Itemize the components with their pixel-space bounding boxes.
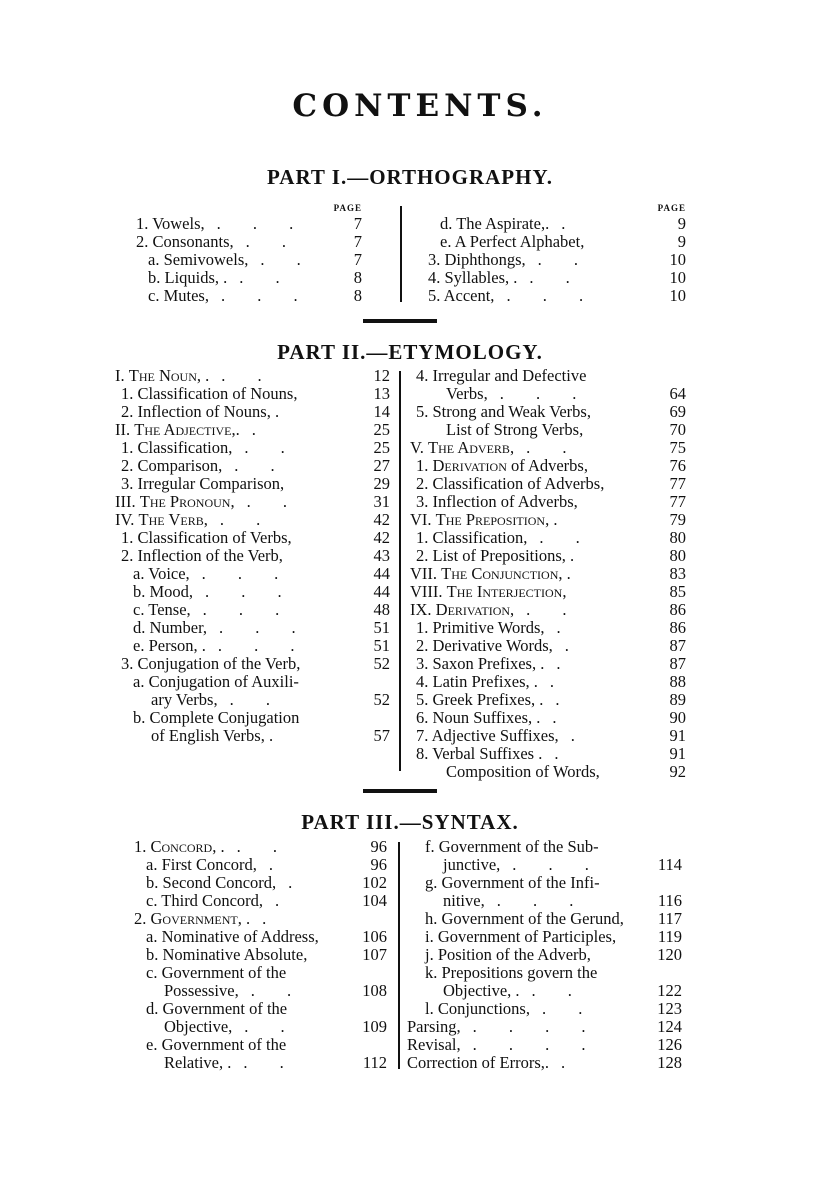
toc-entry bbox=[115, 655, 390, 673]
dot-leader: . . . bbox=[217, 636, 309, 655]
dot-leader: . . . bbox=[219, 618, 310, 637]
toc-entry bbox=[410, 745, 686, 763]
part-heading: PART III.—SYNTAX. bbox=[301, 810, 519, 834]
section-rule bbox=[363, 319, 437, 323]
toc-entry-title: ary Verbs, bbox=[151, 690, 218, 709]
toc-page-number: 44 bbox=[373, 582, 390, 601]
toc-column-left bbox=[128, 838, 387, 1072]
toc-entry bbox=[130, 233, 362, 251]
toc-entry bbox=[128, 946, 387, 964]
toc-page-number: 51 bbox=[373, 636, 390, 655]
toc-entry-title: c. Tense, bbox=[133, 600, 191, 619]
toc-column-left bbox=[130, 201, 362, 305]
toc-entry bbox=[407, 982, 682, 1000]
toc-page-number: 31 bbox=[373, 492, 390, 511]
toc-entry bbox=[115, 367, 390, 385]
toc-page-number: 87 bbox=[669, 654, 686, 673]
dot-leader: . . . bbox=[496, 891, 588, 910]
toc-entry-title: 1. Classification, bbox=[416, 528, 528, 547]
toc-entry bbox=[410, 619, 686, 637]
toc-entry bbox=[128, 1054, 387, 1072]
toc-entry-title: a. Semivowels, bbox=[148, 250, 249, 269]
toc-entry-title: c. Mutes, bbox=[148, 286, 209, 305]
dot-leader: . bbox=[288, 873, 307, 892]
toc-page-number: 117 bbox=[657, 909, 682, 928]
toc-entry-title: 1. Classification of Verbs, bbox=[121, 528, 292, 547]
toc-page-number: 120 bbox=[657, 945, 682, 964]
page-title: CONTENTS. bbox=[292, 88, 548, 124]
dot-leader: . . bbox=[243, 1053, 298, 1072]
column-divider bbox=[399, 371, 401, 771]
toc-entry bbox=[410, 691, 686, 709]
toc-page-number: 44 bbox=[373, 564, 390, 583]
toc-entry bbox=[410, 655, 686, 673]
toc-entry bbox=[130, 287, 362, 305]
toc-entry bbox=[115, 565, 390, 583]
toc-entry-title: c. Third Concord, bbox=[146, 891, 264, 910]
toc-entry bbox=[410, 529, 686, 547]
dot-leader: . . bbox=[541, 999, 597, 1018]
toc-page-number: 64 bbox=[669, 384, 686, 403]
dot-leader: . bbox=[556, 654, 575, 673]
dot-leader: . bbox=[554, 744, 573, 763]
toc-entry-title: f. Government of the Sub- bbox=[425, 837, 599, 856]
toc-entry-title: 8. Verbal Suffixes . bbox=[416, 744, 543, 763]
dot-leader: . bbox=[561, 214, 580, 233]
dot-leader: . . bbox=[529, 268, 584, 287]
toc-entry bbox=[115, 547, 390, 565]
dot-leader: . . . bbox=[201, 564, 293, 583]
toc-entry bbox=[115, 727, 390, 745]
toc-page-number: 70 bbox=[669, 420, 686, 439]
toc-entry bbox=[115, 385, 390, 403]
dot-leader: . . bbox=[531, 981, 586, 1000]
toc-entry-title: 2. Inflection of Nouns, . bbox=[121, 402, 280, 421]
toc-entry bbox=[115, 421, 390, 439]
dot-leader: . . . bbox=[220, 286, 312, 305]
toc-entry bbox=[128, 874, 387, 892]
toc-entry-title: Revisal, bbox=[407, 1035, 461, 1054]
toc-entry bbox=[407, 1054, 682, 1072]
toc-entry bbox=[410, 421, 686, 439]
dot-leader: . . . bbox=[506, 286, 598, 305]
toc-column-right bbox=[410, 367, 686, 781]
dot-leader: . . . bbox=[202, 600, 294, 619]
toc-entry bbox=[407, 874, 682, 892]
toc-page-number: 27 bbox=[373, 456, 390, 475]
toc-entry-title: 1. Classification of Nouns, bbox=[121, 384, 298, 403]
toc-entry bbox=[407, 910, 682, 928]
toc-entry bbox=[128, 910, 387, 928]
toc-page-number: 42 bbox=[373, 528, 390, 547]
dot-leader: . . bbox=[234, 456, 289, 475]
dot-leader: . . bbox=[244, 1017, 299, 1036]
dot-leader: . . bbox=[526, 438, 581, 457]
toc-entry-title: i. Government of Participles, bbox=[425, 927, 617, 946]
toc-entry bbox=[115, 637, 390, 655]
toc-entry-title: Objective, . bbox=[443, 981, 520, 1000]
toc-entry-title: Parsing, bbox=[407, 1017, 461, 1036]
toc-entry bbox=[410, 385, 686, 403]
toc-entry bbox=[128, 964, 387, 982]
toc-entry bbox=[115, 511, 390, 529]
toc-page-number: 48 bbox=[373, 600, 390, 619]
toc-page-number: 91 bbox=[669, 726, 686, 745]
toc-entry bbox=[422, 233, 686, 251]
dot-leader: . . bbox=[260, 250, 315, 269]
toc-entry bbox=[130, 215, 362, 233]
toc-entry-title: b. Complete Conjugation bbox=[133, 708, 300, 727]
toc-entry-title: VI. The Preposition, . bbox=[410, 510, 558, 529]
toc-page-number: 10 bbox=[669, 286, 686, 305]
toc-page-number: 108 bbox=[362, 981, 387, 1000]
toc-page-number: 75 bbox=[669, 438, 686, 457]
toc-entry-title: VIII. The Interjection, bbox=[410, 582, 567, 601]
dot-leader: . bbox=[555, 690, 574, 709]
toc-page-number: 79 bbox=[669, 510, 686, 529]
toc-page-number: 14 bbox=[373, 402, 390, 421]
toc-page-number: 77 bbox=[669, 492, 686, 511]
dot-leader: . bbox=[561, 1053, 580, 1072]
toc-page-number: 10 bbox=[669, 250, 686, 269]
dot-leader: . . . . bbox=[472, 1017, 600, 1036]
toc-entry bbox=[128, 838, 387, 856]
toc-entry bbox=[115, 439, 390, 457]
toc-entry bbox=[115, 673, 390, 691]
toc-entry-title: Composition of Words, bbox=[446, 762, 600, 781]
toc-entry-title: a. First Concord, bbox=[146, 855, 257, 874]
toc-entry-title: d. The Aspirate,. bbox=[440, 214, 550, 233]
toc-entry-title: 1. Concord, . bbox=[134, 837, 225, 856]
toc-page-number: 87 bbox=[669, 636, 686, 655]
toc-entry bbox=[115, 583, 390, 601]
part-heading: PART I.—ORTHOGRAPHY. bbox=[267, 165, 553, 189]
toc-page-number: 7 bbox=[353, 232, 362, 251]
toc-page-number: 91 bbox=[669, 744, 686, 763]
toc-entry bbox=[410, 565, 686, 583]
toc-page-number: 8 bbox=[353, 268, 362, 287]
toc-entry bbox=[128, 982, 387, 1000]
toc-page-number: 92 bbox=[669, 762, 686, 781]
toc-entry bbox=[410, 367, 686, 385]
toc-entry bbox=[410, 709, 686, 727]
toc-page-number: 69 bbox=[669, 402, 686, 421]
toc-entry-title: e. A Perfect Alphabet, bbox=[440, 232, 585, 251]
toc-entry bbox=[410, 403, 686, 421]
toc-entry bbox=[115, 457, 390, 475]
toc-entry bbox=[115, 709, 390, 727]
dot-leader: . . bbox=[537, 250, 593, 269]
dot-leader: . . bbox=[239, 268, 294, 287]
toc-entry bbox=[410, 457, 686, 475]
toc-entry-title: VII. The Conjunction, . bbox=[410, 564, 571, 583]
dot-leader: . . bbox=[250, 981, 306, 1000]
toc-entry bbox=[422, 269, 686, 287]
dot-leader: . . bbox=[246, 492, 301, 511]
toc-entry-title: Objective, bbox=[164, 1017, 233, 1036]
toc-page-number: 123 bbox=[657, 999, 682, 1018]
toc-page-number: 83 bbox=[669, 564, 686, 583]
section-rule bbox=[363, 789, 437, 793]
toc-entry-title: a. Nominative of Address, bbox=[146, 927, 319, 946]
dot-leader: . bbox=[549, 672, 569, 691]
toc-entry bbox=[410, 727, 686, 745]
toc-page-number: 89 bbox=[669, 690, 686, 709]
toc-entry bbox=[410, 763, 686, 781]
toc-page-number: 8 bbox=[353, 286, 362, 305]
toc-entry bbox=[407, 892, 682, 910]
toc-column-right bbox=[407, 838, 682, 1072]
toc-entry bbox=[407, 838, 682, 856]
toc-page-number: 122 bbox=[657, 981, 682, 1000]
toc-page-number: 42 bbox=[373, 510, 390, 529]
toc-page-number: 90 bbox=[669, 708, 686, 727]
toc-entry-title: 3. Conjugation of the Verb, bbox=[121, 654, 301, 673]
toc-entry-title: 2. Inflection of the Verb, bbox=[121, 546, 283, 565]
toc-entry-title: 1. Primitive Words, bbox=[416, 618, 545, 637]
toc-entry-title: 3. Saxon Prefixes, . bbox=[416, 654, 545, 673]
toc-entry-title: of English Verbs, . bbox=[151, 726, 274, 745]
dot-leader: . . bbox=[236, 837, 291, 856]
toc-entry-title: II. The Adjective,. bbox=[115, 420, 240, 439]
toc-entry-title: h. Government of the Gerund, bbox=[425, 909, 624, 928]
dot-leader: . . . bbox=[216, 214, 308, 233]
toc-page-number: 7 bbox=[353, 250, 362, 269]
toc-entry-title: b. Mood, bbox=[133, 582, 194, 601]
toc-page-number: 10 bbox=[669, 268, 686, 287]
page-column-label: PAGE bbox=[657, 203, 686, 213]
toc-entry bbox=[410, 511, 686, 529]
toc-entry-title: I. The Noun, . bbox=[115, 366, 210, 385]
toc-entry bbox=[407, 1018, 682, 1036]
toc-entry bbox=[407, 856, 682, 874]
toc-entry-title: l. Conjunctions, bbox=[425, 999, 530, 1018]
toc-entry-title: a. Conjugation of Auxili- bbox=[133, 672, 299, 691]
dot-leader: . . bbox=[526, 600, 581, 619]
column-divider bbox=[398, 842, 400, 1069]
toc-entry bbox=[410, 673, 686, 691]
dot-leader: . . bbox=[229, 690, 284, 709]
toc-entry-title: 3. Irregular Comparison, bbox=[121, 474, 285, 493]
toc-entry-title: 4. Syllables, . bbox=[428, 268, 518, 287]
dot-leader: . . . bbox=[512, 855, 603, 874]
toc-page-number: 80 bbox=[669, 528, 686, 547]
dot-leader: . bbox=[251, 420, 270, 439]
toc-entry-title: b. Liquids, . bbox=[148, 268, 228, 287]
dot-leader: . bbox=[268, 855, 288, 874]
toc-entry bbox=[130, 251, 362, 269]
toc-entry-title: j. Position of the Adverb, bbox=[425, 945, 591, 964]
toc-entry bbox=[115, 475, 390, 493]
toc-entry-title: b. Second Concord, bbox=[146, 873, 277, 892]
toc-page-number: 114 bbox=[657, 855, 682, 874]
toc-page-number: 9 bbox=[677, 232, 686, 251]
toc-entry-title: 2. Classification of Adverbs, bbox=[416, 474, 605, 493]
toc-entry-title: junctive, bbox=[443, 855, 501, 874]
toc-entry-title: e. Government of the bbox=[146, 1035, 287, 1054]
toc-entry bbox=[407, 1000, 682, 1018]
dot-leader: . . bbox=[221, 366, 276, 385]
toc-entry bbox=[115, 601, 390, 619]
toc-entry bbox=[410, 475, 686, 493]
toc-entry-title: 1. Classification, bbox=[121, 438, 233, 457]
toc-entry-title: g. Government of the Infi- bbox=[425, 873, 600, 892]
toc-entry bbox=[115, 493, 390, 511]
toc-entry-title: k. Prepositions govern the bbox=[425, 963, 598, 982]
toc-page-number: 96 bbox=[370, 855, 387, 874]
dot-leader: . bbox=[570, 726, 589, 745]
toc-entry bbox=[410, 547, 686, 565]
toc-page-number: 119 bbox=[657, 927, 682, 946]
toc-page-number: 9 bbox=[677, 214, 686, 233]
toc-entry bbox=[128, 856, 387, 874]
toc-entry bbox=[130, 269, 362, 287]
toc-page-number: 57 bbox=[373, 726, 390, 745]
toc-page-number: 51 bbox=[373, 618, 390, 637]
toc-page-number: 88 bbox=[669, 672, 686, 691]
dot-leader: . . . bbox=[499, 384, 591, 403]
toc-entry-title: III. The Pronoun, bbox=[115, 492, 235, 511]
toc-entry-title: b. Nominative Absolute, bbox=[146, 945, 308, 964]
toc-page-number: 102 bbox=[362, 873, 387, 892]
toc-page-number: 104 bbox=[362, 891, 387, 910]
toc-entry-title: d. Government of the bbox=[146, 999, 288, 1018]
dot-leader: . . . . bbox=[472, 1035, 600, 1054]
toc-entry-title: 4. Latin Prefixes, . bbox=[416, 672, 538, 691]
toc-entry bbox=[115, 403, 390, 421]
toc-entry bbox=[115, 619, 390, 637]
toc-entry bbox=[128, 1000, 387, 1018]
toc-page-number: 25 bbox=[373, 420, 390, 439]
toc-entry bbox=[410, 439, 686, 457]
dot-leader: . bbox=[552, 708, 571, 727]
toc-page-number: 126 bbox=[657, 1035, 682, 1054]
toc-entry-title: e. Person, . bbox=[133, 636, 206, 655]
toc-entry-title: 3. Diphthongs, bbox=[428, 250, 526, 269]
part-heading: PART II.—ETYMOLOGY. bbox=[277, 340, 543, 364]
toc-entry bbox=[422, 215, 686, 233]
toc-entry bbox=[410, 601, 686, 619]
toc-entry-title: V. The Adverb, bbox=[410, 438, 515, 457]
toc-entry-title: 2. Government, . bbox=[134, 909, 251, 928]
toc-page-number: 106 bbox=[362, 927, 387, 946]
toc-page-number: 96 bbox=[370, 837, 387, 856]
toc-entry-title: Correction of Errors,. bbox=[407, 1053, 550, 1072]
toc-page-number: 116 bbox=[657, 891, 682, 910]
toc-entry bbox=[128, 892, 387, 910]
toc-entry bbox=[407, 928, 682, 946]
dot-leader: . bbox=[275, 891, 294, 910]
toc-entry-title: 6. Noun Suffixes, . bbox=[416, 708, 541, 727]
toc-entry-title: 5. Greek Prefixes, . bbox=[416, 690, 544, 709]
toc-entry-title: List of Strong Verbs, bbox=[446, 420, 584, 439]
toc-entry bbox=[407, 946, 682, 964]
toc-page-number: 86 bbox=[669, 600, 686, 619]
toc-page-number: 25 bbox=[373, 438, 390, 457]
toc-entry-title: 2. Consonants, bbox=[136, 232, 234, 251]
toc-page-number: 107 bbox=[362, 945, 387, 964]
toc-page-number: 112 bbox=[362, 1053, 387, 1072]
column-divider bbox=[400, 206, 402, 302]
toc-entry-title: 1. Derivation of Adverbs, bbox=[416, 456, 588, 475]
toc-page-number: 13 bbox=[373, 384, 390, 403]
toc-entry bbox=[128, 928, 387, 946]
toc-entry-title: 5. Accent, bbox=[428, 286, 495, 305]
toc-entry bbox=[422, 251, 686, 269]
dot-leader: . bbox=[564, 636, 583, 655]
toc-page-number: 109 bbox=[362, 1017, 387, 1036]
toc-page-number: 86 bbox=[669, 618, 686, 637]
toc-entry bbox=[407, 1036, 682, 1054]
toc-entry bbox=[410, 637, 686, 655]
toc-page-number: 76 bbox=[669, 456, 686, 475]
toc-entry-title: c. Government of the bbox=[146, 963, 287, 982]
toc-page-number: 128 bbox=[657, 1053, 682, 1072]
toc-page-number: 80 bbox=[669, 546, 686, 565]
toc-entry-title: 2. List of Prepositions, . bbox=[416, 546, 575, 565]
toc-entry-title: nitive, bbox=[443, 891, 485, 910]
toc-entry-title: a. Voice, bbox=[133, 564, 190, 583]
toc-entry-title: Relative, . bbox=[164, 1053, 232, 1072]
toc-entry-title: IV. The Verb, bbox=[115, 510, 208, 529]
dot-leader: . . bbox=[244, 438, 299, 457]
dot-leader: . bbox=[556, 618, 575, 637]
dot-leader: . . bbox=[219, 510, 275, 529]
toc-page-number: 52 bbox=[373, 654, 390, 673]
toc-page-number: 7 bbox=[353, 214, 362, 233]
toc-entry bbox=[115, 691, 390, 709]
toc-page-number: 29 bbox=[373, 474, 390, 493]
toc-entry bbox=[128, 1018, 387, 1036]
toc-entry-title: IX. Derivation, bbox=[410, 600, 515, 619]
toc-entry-title: 3. Inflection of Adverbs, bbox=[416, 492, 578, 511]
toc-entry bbox=[128, 1036, 387, 1054]
toc-page-number: 52 bbox=[373, 690, 390, 709]
toc-page-number: 85 bbox=[669, 582, 686, 601]
toc-column-left bbox=[115, 367, 390, 745]
toc-page-number: 77 bbox=[669, 474, 686, 493]
toc-entry-title: 2. Comparison, bbox=[121, 456, 223, 475]
toc-entry bbox=[407, 964, 682, 982]
toc-entry bbox=[410, 583, 686, 601]
toc-entry-title: 2. Derivative Words, bbox=[416, 636, 553, 655]
toc-page-number: 43 bbox=[373, 546, 390, 565]
toc-entry-title: Verbs, bbox=[446, 384, 488, 403]
dot-leader: . . bbox=[245, 232, 301, 251]
dot-leader: . . . bbox=[205, 582, 296, 601]
dot-leader: . bbox=[262, 909, 281, 928]
toc-entry-title: 1. Vowels, bbox=[136, 214, 205, 233]
toc-entry-title: d. Number, bbox=[133, 618, 208, 637]
toc-entry-title: 7. Adjective Suffixes, bbox=[416, 726, 559, 745]
toc-entry-title: 5. Strong and Weak Verbs, bbox=[416, 402, 591, 421]
page-column-label: PAGE bbox=[333, 203, 362, 213]
toc-page-number: 12 bbox=[373, 366, 390, 385]
toc-entry-title: Possessive, bbox=[164, 981, 239, 1000]
toc-entry bbox=[422, 287, 686, 305]
dot-leader: . . bbox=[539, 528, 594, 547]
toc-entry-title: 4. Irregular and Defective bbox=[416, 366, 587, 385]
toc-column-right bbox=[422, 201, 686, 305]
toc-entry bbox=[115, 529, 390, 547]
toc-page-number: 124 bbox=[657, 1017, 682, 1036]
toc-entry bbox=[410, 493, 686, 511]
